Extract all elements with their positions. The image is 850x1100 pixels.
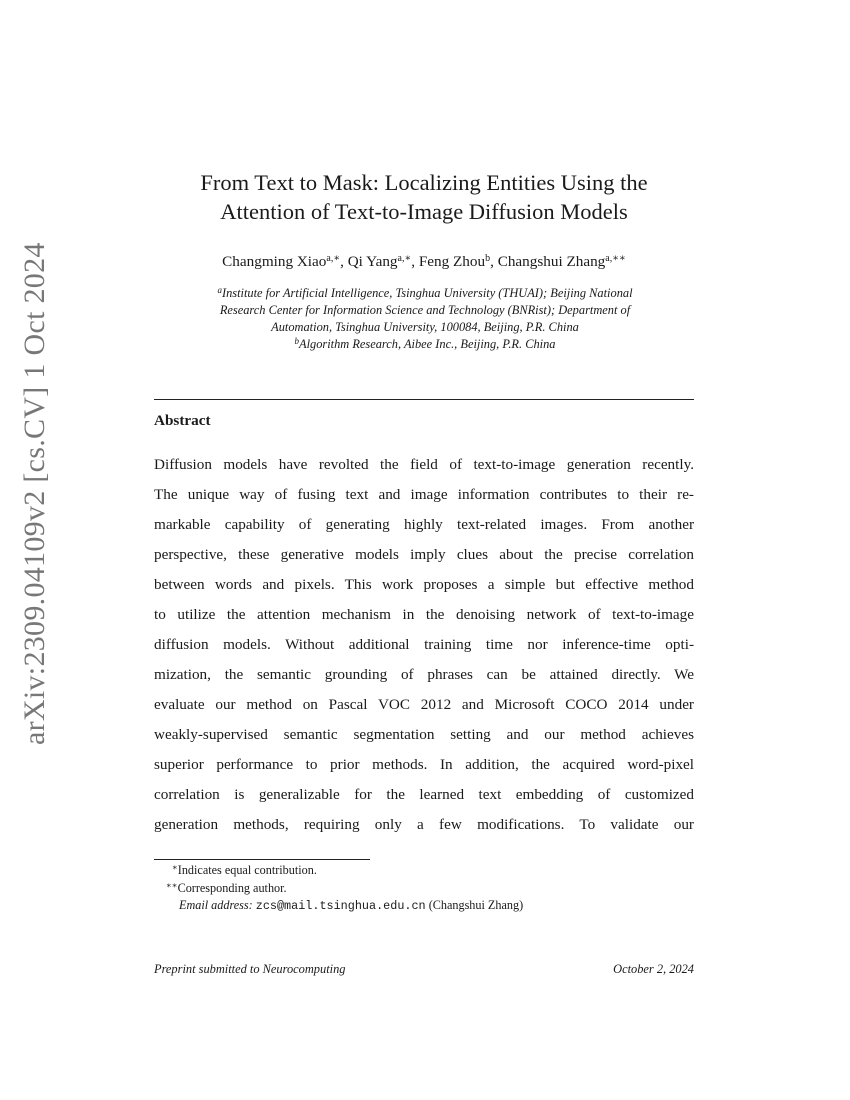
abstract-line: evaluate our method on Pascal VOC 2012 and Microsoft COCO 2014 under: [154, 696, 694, 713]
abstract-body: [154, 450, 694, 840]
abstract-line: markable capability of generating highly text-related images. From another: [154, 516, 694, 533]
footnote-divider: [154, 859, 370, 860]
email-link[interactable]: zcs@mail.tsinghua.edu.cn: [255, 899, 426, 913]
abstract-line: diffusion models. Without additional training time nor inference-time opti-: [154, 636, 694, 653]
abstract-line: to utilize the attention mechanism in the denoising network of text-to-image: [154, 606, 694, 623]
affiliations: [140, 285, 710, 353]
abstract-line: generation methods, requiring only a few modifications. To validate our: [154, 816, 694, 833]
abstract-line: mization, the semantic grounding of phrases can be attained directly. We: [154, 666, 694, 683]
abstract-line: between words and pixels. This work proposes a simple but effective method: [154, 576, 694, 593]
affiliation-a-cont: Automation, Tsinghua University, 100084, Beijing, P.R. China: [271, 320, 579, 334]
author-list: [100, 252, 748, 272]
author: Changshui Zhang$^{a,∗∗}$: [497, 253, 626, 270]
abstract-line: weakly-supervised semantic segmentation setting and our method achieves: [154, 726, 694, 743]
footnote-equal-contribution: ∗Indicates equal contribution.: [172, 862, 317, 877]
footnote-email: Email address: zcs@mail.tsinghua.edu.cn (Changshui Zhang): [179, 898, 524, 913]
title-line-2: Attention of Text-to-Image Diffusion Models: [220, 199, 628, 224]
abstract-line: The unique way of fusing text and image information contributes to their re-: [154, 486, 694, 503]
preprint-date: October 2, 2024: [613, 962, 694, 976]
author: Qi Yang$^{a,∗}$,: [347, 253, 419, 270]
footnotes: [154, 862, 694, 916]
abstract-divider: [154, 399, 694, 400]
footnote-corresponding-author: ∗∗Corresponding author.: [166, 879, 287, 895]
abstract-line: correlation is generalizable for the learned text embedding of customized: [154, 786, 694, 803]
paper-title: [100, 168, 748, 226]
affiliation-b: $^b$Algorithm Research, Aibee Inc., Beijing, P.R. China: [294, 336, 556, 351]
title-line-1: From Text to Mask: Localizing Entities Using the: [200, 170, 648, 195]
arxiv-identifier: arXiv:2309.04109v2 [cs.CV] 1 Oct 2024: [18, 242, 51, 745]
author: Changming Xiao$^{a,∗}$,: [222, 253, 348, 270]
abstract-line: superior performance to prior methods. In addition, the acquired word-pixel: [154, 756, 694, 773]
author: Feng Zhou$^b$,: [418, 253, 498, 270]
abstract-line: perspective, these generative models imply clues about the precise correlation: [154, 546, 694, 563]
affiliation-a-cont: Research Center for Information Science and Technology (BNRist); Department of: [219, 303, 631, 317]
affiliation-a: $^a$Institute for Artificial Intelligence, Tsinghua University (THUAI); Beijing National: [217, 285, 633, 300]
abstract-line: Diffusion models have revolted the field of text-to-image generation recently.: [154, 456, 694, 473]
abstract-heading: Abstract: [154, 412, 211, 429]
preprint-note: Preprint submitted to Neurocomputing: [154, 962, 346, 976]
